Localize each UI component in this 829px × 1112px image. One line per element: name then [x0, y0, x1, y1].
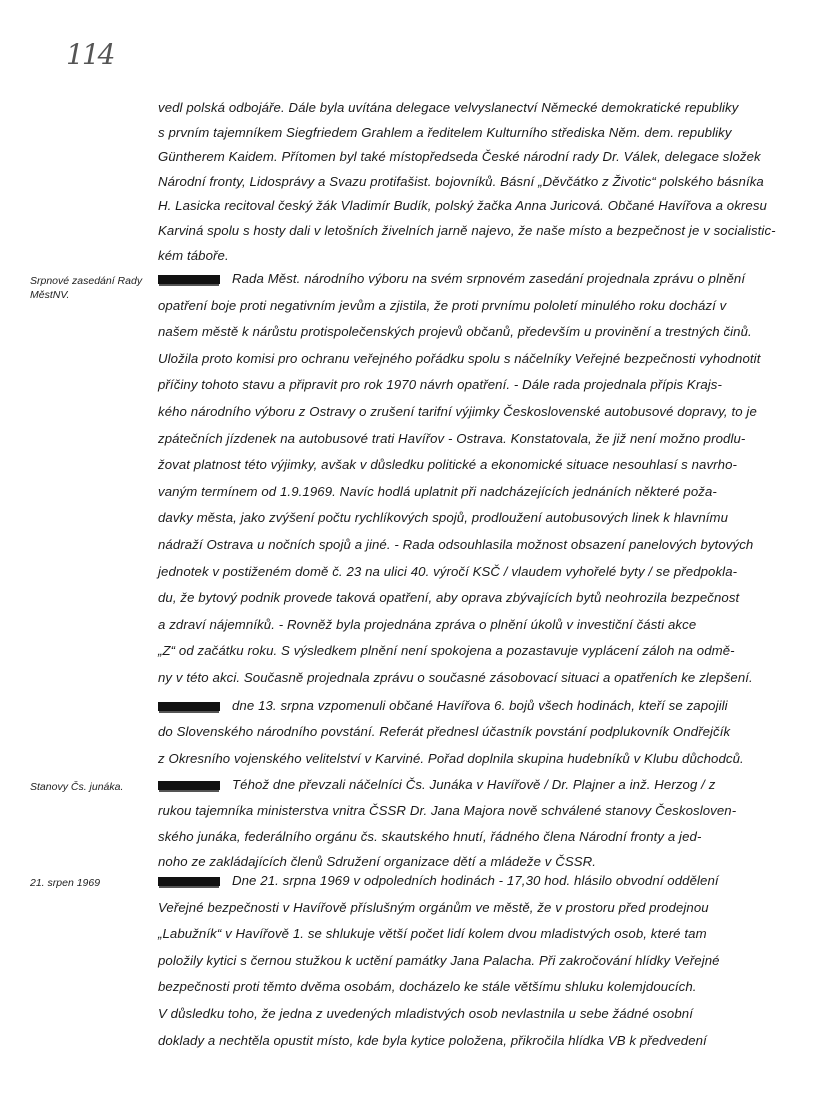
- text-line: [158, 798, 823, 824]
- line-text: a zdraví nájemníků. - Rovněž byla projednána zpráva o plnění úkolů v investiční části akce: [158, 616, 697, 632]
- text-line: [158, 266, 823, 293]
- text-line: [158, 772, 823, 798]
- line-text: Dne 21. srpna 1969 v odpoledních hodinách - 17,30 hod. hlásilo obvodní oddělení: [232, 873, 719, 888]
- line-text: Téhož dne převzali náčelníci Čs. Junáka v Havířově / Dr. Plajner a inž. Herzog / z: [232, 777, 716, 792]
- text-line: [158, 319, 823, 346]
- text-line: [158, 559, 823, 586]
- line-text: zpátečních jízdenek na autobusové trati Havířov - Ostrava. Konstatovala, že již není možno prodlu-: [158, 430, 746, 446]
- text-line: [158, 1001, 823, 1028]
- line-text: našem městě k nárůstu protispolečenských projevů občanů, především u provinění a trestných činů.: [158, 324, 752, 340]
- paragraph-council-meeting: [158, 266, 823, 692]
- text-line: [158, 346, 823, 373]
- text-line: [158, 974, 823, 1001]
- line-text: H. Lasicka recitoval český žák Vladimír Budík, polský žačka Anna Juricová. Občané Havířova a okresu: [158, 198, 767, 214]
- text-line: [158, 921, 823, 948]
- text-line: [158, 145, 823, 170]
- paragraph-snp-anniversary: [158, 693, 823, 772]
- text-line: [158, 693, 823, 719]
- page-number: 114: [66, 38, 114, 71]
- text-line: [158, 244, 823, 269]
- line-text: Národní fronty, Lidosprávy a Svazu protifašist. bojovníků. Básní „Děvčátko z Životic“ polského básníka: [158, 173, 764, 189]
- text-line: [158, 96, 823, 121]
- line-text: vedl polská odbojáře. Dále byla uvítána delegace velvyslanectví Německé demokratické republiky: [158, 100, 739, 115]
- margin-note: Srpnové zasedání Rady MěstNV.: [30, 275, 143, 301]
- redaction-bar: [158, 702, 220, 711]
- redaction-bar: [158, 275, 220, 284]
- line-text: „Z“ od začátku roku. S výsledkem plnění není spokojena a pozastavuje vyplácení záloh na odmě-: [158, 643, 735, 659]
- line-text: žovat platnost této výjimky, avšak v důsledku politické a ekonomické situace nesouhlasí s navrho-: [158, 457, 737, 473]
- margin-note: Stanovy Čs. junáka.: [30, 781, 124, 793]
- line-text: vaným termínem od 1.9.1969. Navíc hodlá uplatnit při nadcházejících jednáních některé poža-: [158, 483, 717, 499]
- paragraph-intro: [158, 96, 823, 268]
- paragraph-scout-statutes: [158, 772, 823, 875]
- text-line: [158, 895, 823, 922]
- line-text: do Slovenského národního povstání. Referát přednesl účastník povstání podplukovník Ondřejčík: [158, 724, 731, 740]
- text-line: [158, 824, 823, 850]
- line-text: Veřejné bezpečnosti v Havířově příslušným orgánům ve městě, že v prostoru před prodejnou: [158, 899, 709, 915]
- text-line: [158, 121, 823, 146]
- line-text: Karviná spolu s hosty dali v letošních živelních jarně najevo, že naše místo a bezpečnost je v socialistic-: [158, 222, 776, 238]
- text-line: [158, 399, 823, 426]
- redaction-bar: [158, 781, 220, 790]
- text-line: [158, 638, 823, 665]
- text-line: [158, 426, 823, 453]
- line-text: nádraží Ostrava u nočních spojů a jiné. - Rada odsouhlasila možnost obsazení panelových bytových: [158, 536, 754, 552]
- line-text: ny v této akci. Současně projednala zprávu o současné zásobovací situaci a opatřeních ke zlepšení.: [158, 669, 753, 685]
- line-text: Güntherem Kaidem. Přítomen byl také místopředseda České národní rady Dr. Válek, delegace složek: [158, 149, 761, 165]
- text-line: [158, 612, 823, 639]
- line-text: Rada Měst. národního výboru na svém srpnovém zasedání projednala zprávu o plnění: [232, 271, 746, 286]
- paragraph-august-21: [158, 868, 823, 1054]
- text-line: [158, 868, 823, 895]
- text-line: [158, 505, 823, 532]
- line-text: noho ze zakládajících členů Sdružení organizace dětí a mládeže v ČSSR.: [158, 854, 597, 870]
- line-text: z Okresního vojenského velitelství v Karviné. Pořad doplnila skupina hudebníků v Klubu důchodců.: [158, 750, 744, 766]
- line-text: „Labužník“ v Havířově 1. se shlukuje větší počet lidí kolem dvou mladistvých osob, které tam: [158, 926, 707, 942]
- text-line: [158, 452, 823, 479]
- margin-note: 21. srpen 1969: [30, 877, 101, 889]
- text-line: [158, 665, 823, 692]
- line-text: opatření boje proti negativním jevům a zjistila, že proti prvnímu pololetí minulého roku dochází v: [158, 297, 727, 313]
- line-text: jednotek v postiženém domě č. 23 na ulici 40. výročí KSČ / vlaudem vyhořelé byty / se předpokla-: [158, 563, 738, 579]
- text-line: [158, 372, 823, 399]
- line-text: ského junáka, federálního orgánu čs. skautského hnutí, řádného člena Národní fronty a jed-: [158, 828, 702, 844]
- line-text: bezpečnosti proti těmto dvěma osobám, docházelo ke stále většímu shluku kolemjdoucích.: [158, 979, 697, 995]
- text-line: [158, 219, 823, 244]
- text-line: [158, 532, 823, 559]
- redaction-bar: [158, 877, 220, 886]
- line-text: kém táboře.: [158, 247, 229, 263]
- line-text: rukou tajemníka ministerstva vnitra ČSSR Dr. Jana Majora nově schválené stanovy Českosloven-: [158, 802, 737, 818]
- text-line: [158, 719, 823, 745]
- line-text: davky města, jako zvýšení počtu rychlíkových spojů, prodloužení autobusových linek k hlavnímu: [158, 510, 729, 526]
- line-text: doklady a nechtěla opustit místo, kde byla kytice položena, přikročila hlídka VB k předvedení: [158, 1032, 707, 1048]
- text-line: [158, 948, 823, 975]
- line-text: V důsledku toho, že jedna z uvedených mladistvých osob nevlastnila u sebe žádné osobní: [158, 1005, 693, 1021]
- text-line: [158, 585, 823, 612]
- line-text: du, že bytový podnik provede taková opatření, aby oprava zbývajících bytů neohrozila bezpečnost: [158, 590, 740, 606]
- text-line: [158, 293, 823, 320]
- line-text: položily kytici s černou stužkou k uctění památky Jana Palacha. Při zakročování hlídky Veřejné: [158, 952, 720, 968]
- line-text: kého národního výboru z Ostravy o zrušení tarifní výjimky Československé autobusové dopravy, to je: [158, 403, 757, 419]
- line-text: Uložila proto komisi pro ochranu veřejného pořádku spolu s náčelníky Veřejné bezpečnosti vyhodnotit: [158, 350, 761, 366]
- text-line: [158, 479, 823, 506]
- text-line: [158, 194, 823, 219]
- line-text: příčiny tohoto stavu a připravit pro rok 1970 návrh opatření. - Dále rada projednala přípis Krajs-: [158, 377, 722, 393]
- line-text: dne 13. srpna vzpomenuli občané Havířova 6. bojů všech hodinách, kteří se zapojili: [232, 698, 728, 713]
- text-line: [158, 1028, 823, 1055]
- text-line: [158, 746, 823, 772]
- text-line: [158, 170, 823, 195]
- line-text: s prvním tajemníkem Siegfriedem Grahlem a ředitelem Kulturního střediska Něm. dem. republiky: [158, 124, 732, 140]
